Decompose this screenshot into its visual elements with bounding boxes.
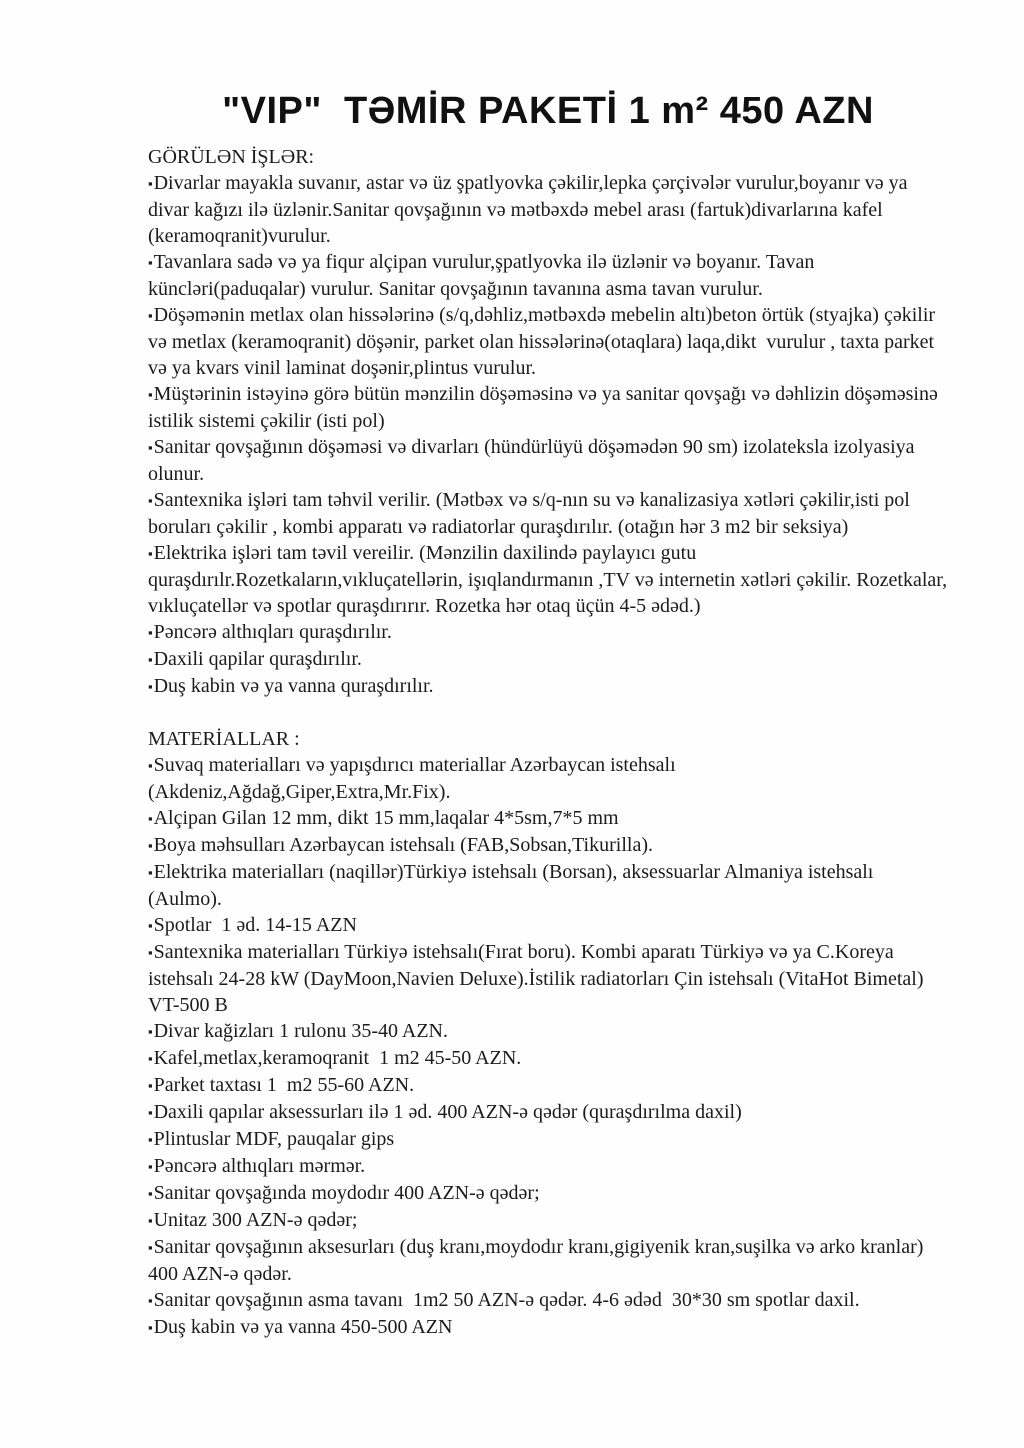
list-item	[148, 939, 948, 1018]
bullet-icon: ▪	[148, 1293, 153, 1308]
list-item-text: Tavanlara sadə və ya fiqur alçipan vurulur,şpatlyovka ilə üzlənir və boyanır. Tavan küncləri(paduqalar) vurulur. Sanitar qovşağının tavanına asma tavan vurulur.	[148, 251, 820, 300]
list-item-text: Pəncərə althıqları mərmər.	[153, 1155, 366, 1177]
list-item	[148, 381, 948, 434]
list-item-text: Sanitar qovşağının asma tavanı 1m2 50 AZN-ə qədər. 4-6 ədəd 30*30 sm spotlar daxil.	[153, 1289, 860, 1311]
bullet-icon: ▪	[148, 652, 153, 667]
list-item	[148, 434, 948, 487]
list-item	[148, 249, 948, 302]
list-item	[148, 619, 948, 646]
list-item-text: Daxili qapilar quraşdırılır.	[153, 648, 362, 670]
bullet-icon: ▪	[148, 865, 153, 880]
list-item-text: Divar kağizları 1 rulonu 35-40 AZN.	[153, 1020, 448, 1042]
list-item	[148, 1072, 948, 1099]
list-item	[148, 805, 948, 832]
list-item-text: Unitaz 300 AZN-ə qədər;	[153, 1209, 358, 1231]
list-item	[148, 1126, 948, 1153]
bullet-icon: ▪	[148, 811, 153, 826]
list-item	[148, 912, 948, 939]
bullet-icon: ▪	[148, 1051, 153, 1066]
bullet-icon: ▪	[148, 176, 153, 191]
bullet-icon: ▪	[148, 1320, 153, 1335]
list-item	[148, 1234, 948, 1287]
bullet-icon: ▪	[148, 546, 153, 561]
bullet-icon: ▪	[148, 1186, 153, 1201]
list-item-text: Parket taxtası 1 m2 55-60 AZN.	[153, 1074, 415, 1096]
list-item	[148, 832, 948, 859]
bullet-icon: ▪	[148, 679, 153, 694]
bullet-icon: ▪	[148, 1213, 153, 1228]
section-heading: MATERİALLAR :	[148, 728, 300, 750]
bullet-icon: ▪	[148, 387, 153, 402]
list-item-text: Döşəmənin metlax olan hissələrinə (s/q,dəhliz,mətbəxdə mebelin altı)beton örtük (styajka) çəkilir və metlax (keramoqranit) döşənir, parket olan hissələrinə(otaqlara) laqa,dikt vurulur , taxta parket və ya kvars vinil laminat doşənir,plintus vurulur.	[148, 304, 941, 379]
list-item	[148, 487, 948, 540]
list-item-text: Sanitar qovşağında moydodır 400 AZN-ə qədər;	[153, 1182, 540, 1204]
list-item-text: Duş kabin və ya vanna 450-500 AZN	[153, 1316, 453, 1338]
bullet-icon: ▪	[148, 308, 153, 323]
list-item-text: Alçipan Gilan 12 mm, dikt 15 mm,laqalar 4*5sm,7*5 mm	[153, 807, 619, 829]
bullet-icon: ▪	[148, 945, 153, 960]
list-item	[148, 302, 948, 381]
bullet-icon: ▪	[148, 1240, 153, 1255]
list-item	[148, 1180, 948, 1207]
document-content	[148, 88, 953, 1341]
list-item-text: Santexnika işləri tam təhvil verilir. (Mətbəx və s/q-nın su və kanalizasiya xətləri çəkilir,isti pol boruları çəkilir , kombi apparatı və radiatorlar quraşdırılır. (otağın hər 3 m2 bir seksiya)	[148, 489, 915, 538]
list-item-text: Boya məhsulları Azərbaycan istehsalı (FAB,Sobsan,Tikurilla).	[153, 834, 653, 856]
list-item	[148, 673, 948, 700]
list-item-text: Sanitar qovşağının aksesurları (duş kranı,moydodır kranı,gigiyenik kran,suşilka və arko kranlar) 400 AZN-ə qədər.	[148, 1236, 929, 1285]
list-item	[148, 1099, 948, 1126]
list-item-text: Duş kabin və ya vanna quraşdırılır.	[153, 675, 434, 697]
list-item	[148, 752, 948, 805]
section-heading: GÖRÜLƏN İŞLƏR:	[148, 146, 315, 168]
list-item-text: Daxili qapılar aksessurları ilə 1 əd. 400 AZN-ə qədər (quraşdırılma daxil)	[153, 1101, 742, 1123]
list-item-text: Kafel,metlax,keramoqranit 1 m2 45-50 AZN.	[153, 1047, 522, 1069]
list-item	[148, 170, 948, 249]
bullet-icon: ▪	[148, 1024, 153, 1039]
list-item	[148, 1045, 948, 1072]
list-item	[148, 1018, 948, 1045]
list-item	[148, 540, 953, 619]
bullet-icon: ▪	[148, 1132, 153, 1147]
bullet-icon: ▪	[148, 1159, 153, 1174]
list-item-text: Santexnika materialları Türkiyə istehsalı(Fırat boru). Kombi aparatı Türkiyə və ya C.Koreya istehsalı 24-28 kW (DayMoon,Navien Deluxe).İstilik radiatorları Çin istehsalı (VitaHot Bimetal) VT-500 B	[148, 941, 934, 1016]
bullet-icon: ▪	[148, 1078, 153, 1093]
list-item-text: Divarlar mayakla suvanır, astar və üz şpatlyovka çəkilir,lepka çərçivələr vurulur,boyanır və ya divar kağızı ilə üzlənir.Sanitar qovşağının və mətbəxdə mebel arası (fartuk)divarlarına kafel (keramoqranit)vurulur.	[148, 172, 913, 247]
list-item-text: Elektrika materialları (naqillər)Türkiyə istehsalı (Borsan), aksessuarlar Almaniya istehsalı (Aulmo).	[148, 861, 879, 910]
list-item	[148, 646, 948, 673]
bullet-icon: ▪	[148, 838, 153, 853]
list-item-text: Pəncərə althıqları quraşdırılır.	[153, 621, 392, 643]
bullet-icon: ▪	[148, 758, 153, 773]
list-item-text: Plintuslar MDF, pauqalar gips	[153, 1128, 395, 1150]
list-item	[148, 1314, 948, 1341]
bullet-icon: ▪	[148, 255, 153, 270]
bullet-icon: ▪	[148, 440, 153, 455]
list-item	[148, 1207, 948, 1234]
bullet-icon: ▪	[148, 625, 153, 640]
list-item-text: Sanitar qovşağının döşəməsi və divarları (hündürlüyü döşəmədən 90 sm) izolateksla izolyasiya olunur.	[148, 436, 920, 485]
bullet-icon: ▪	[148, 918, 153, 933]
document-title: "VIP" TƏMİR PAKETİ 1 m² 450 AZN	[222, 90, 874, 132]
section	[148, 144, 953, 700]
list-item-text: Müştərinin istəyinə görə bütün mənzilin döşəməsinə və ya sanitar qovşağı və dəhlizin döşəməsinə istilik sistemi çəkilir (isti pol)	[148, 383, 943, 432]
list-item-text: Suvaq materialları və yapışdırıcı materiallar Azərbaycan istehsalı (Akdeniz,Ağdağ,Giper,Extra,Mr.Fix).	[148, 754, 681, 803]
sections-container	[148, 144, 953, 1341]
section	[148, 726, 948, 1341]
list-item	[148, 859, 948, 912]
bullet-icon: ▪	[148, 1105, 153, 1120]
list-item-text: Elektrika işləri tam təvil vereilir. (Mənzilin daxilində paylayıcı gutu quraşdırılr.Rozetkaların,vıkluçatellərin, işıqlandırmanın ,TV və internetin xətləri çəkilir. Rozetkalar, vıkluçatellər və spotlar quraşdırırır. Rozetka hər otaq üçün 4-5 ədəd.)	[148, 542, 953, 617]
list-item	[148, 1287, 948, 1314]
list-item-text: Spotlar 1 əd. 14-15 AZN	[153, 914, 357, 936]
list-item	[148, 1153, 948, 1180]
bullet-icon: ▪	[148, 493, 153, 508]
